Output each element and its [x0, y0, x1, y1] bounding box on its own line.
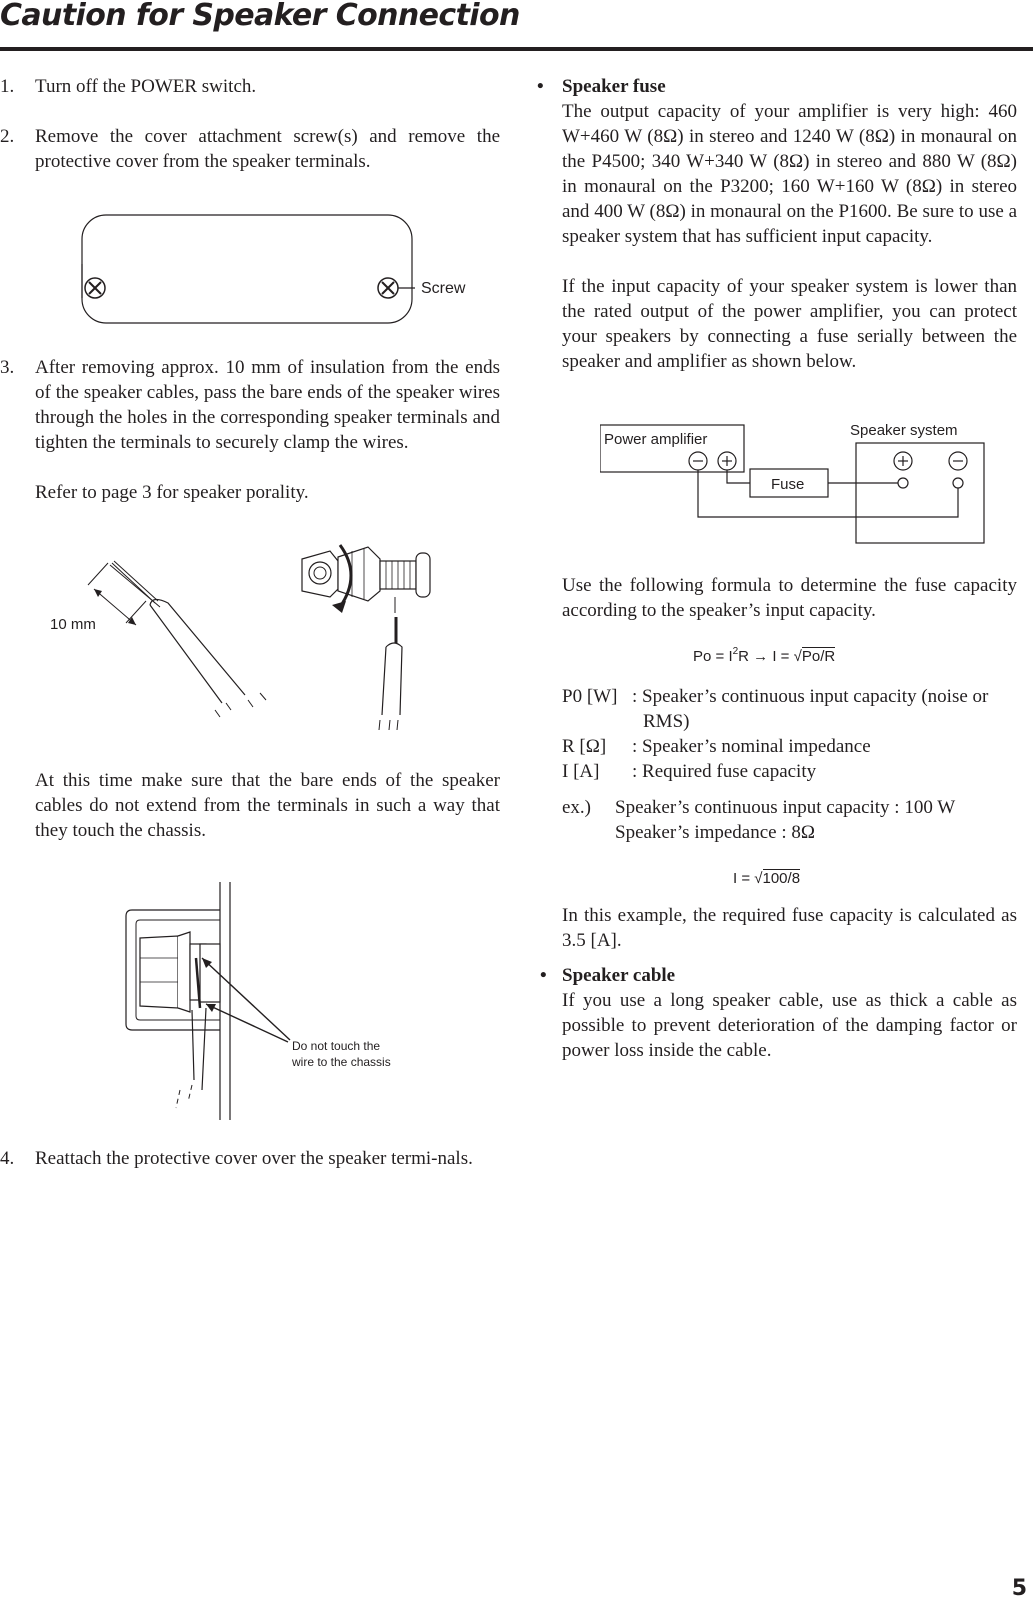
example-line: Speaker’s impedance : 8Ω: [615, 822, 816, 843]
speaker-system-label: Speaker system: [850, 422, 958, 439]
definition-desc: : Speaker’s continuous input capacity (noise or: [632, 686, 989, 707]
step-number: 4.: [0, 1148, 15, 1169]
step-number: 1.: [0, 76, 15, 97]
formula-intro: Use the following formula to determine the fuse capacity according to the speaker’s input capacity.: [562, 575, 1017, 621]
page-number: 5: [1011, 1576, 1027, 1601]
definition-desc: RMS): [643, 711, 690, 732]
step-text: After removing approx. 10 mm of insulation from the ends of the speaker cables, pass the bare ends of the speaker wires through the holes in the corresponding speaker terminals and tighten the terminals to securely clamp the wires.: [35, 357, 500, 453]
definition-term: R [Ω]: [562, 736, 607, 757]
formula-part: R → I = √: [738, 648, 802, 665]
fuse-paragraph: The output capacity of your amplifier is very high: 460 W+460 W (8Ω) in stereo and 1240 W (8Ω) in monaural on the P4500; 340 W+340 W (8Ω) in stereo and 880 W (8Ω) in monaural on the P3200; 160 W+160 W (8Ω) in stereo and 400 W (8Ω) in monaural on the P1600. Be sure to use a speaker system that has sufficient input capacity.: [562, 101, 1017, 247]
chassis-caption: wire to the chassis: [292, 1055, 391, 1069]
formula-part: Po = I: [693, 648, 733, 665]
step-text: Remove the cover attachment screw(s) and remove the protective cover from the speaker terminals.: [35, 126, 500, 172]
title-rule: [0, 47, 1033, 51]
formula-radicand: Po/R: [801, 648, 836, 665]
chassis-figure: [120, 880, 450, 1125]
definition-desc: : Speaker’s nominal impedance: [632, 736, 871, 757]
definition-desc: : Required fuse capacity: [632, 761, 817, 782]
section-heading: Speaker fuse: [562, 76, 666, 97]
note-text: At this time make sure that the bare ends of the speaker cables do not extend from the terminals in such a way that they touch the chassis.: [35, 770, 500, 841]
formula-exponent: 2: [732, 646, 739, 657]
screw-icon: [378, 278, 398, 298]
terminal-icon: [302, 545, 430, 730]
fuse-wiring-diagram: [600, 415, 990, 545]
example-label: ex.): [562, 797, 592, 818]
wire-terminal-figure: [40, 535, 480, 750]
example-line: Speaker’s continuous input capacity : 100 W: [615, 797, 956, 818]
cover-figure: [75, 208, 485, 328]
definition-term: P0 [W]: [562, 686, 618, 707]
step-text: Reattach the protective cover over the speaker termi-nals.: [35, 1148, 473, 1169]
fuse-paragraph: If the input capacity of your speaker system is lower than the rated output of the power amplifier, you can protect your speakers by connecting a fuse serially between the speaker and amplifier as shown below.: [562, 276, 1017, 372]
step-number: 3.: [0, 357, 15, 378]
strip-length-label: 10 mm: [50, 616, 96, 633]
bullet: •: [540, 965, 547, 986]
screw-label: Screw: [421, 280, 466, 297]
step-text: Turn off the POWER switch.: [35, 76, 257, 97]
power-amplifier-label: Power amplifier: [604, 431, 708, 448]
step-text-extra: Refer to page 3 for speaker porality.: [35, 482, 309, 503]
bullet: •: [537, 76, 544, 97]
section-heading: Speaker cable: [562, 965, 676, 986]
screw-icon: [85, 278, 105, 298]
chassis-caption: Do not touch the: [292, 1039, 381, 1053]
formula-radicand: 100/8: [762, 870, 801, 887]
page-title: Caution for Speaker Connection: [0, 0, 520, 33]
fuse-label: Fuse: [771, 476, 805, 493]
fuse-formula: [693, 648, 835, 668]
terminal-icon: [140, 932, 220, 1012]
definition-term: I [A]: [562, 761, 600, 782]
stripped-wire: [50, 561, 266, 717]
step-number: 2.: [0, 126, 15, 147]
example-formula: [733, 870, 800, 888]
formula-part: I = √: [733, 870, 763, 887]
example-result: In this example, the required fuse capacity is calculated as 3.5 [A].: [562, 905, 1017, 951]
cable-paragraph: If you use a long speaker cable, use as thick a cable as possible to prevent deterioration of the damping factor or power loss inside the cable.: [562, 990, 1017, 1061]
